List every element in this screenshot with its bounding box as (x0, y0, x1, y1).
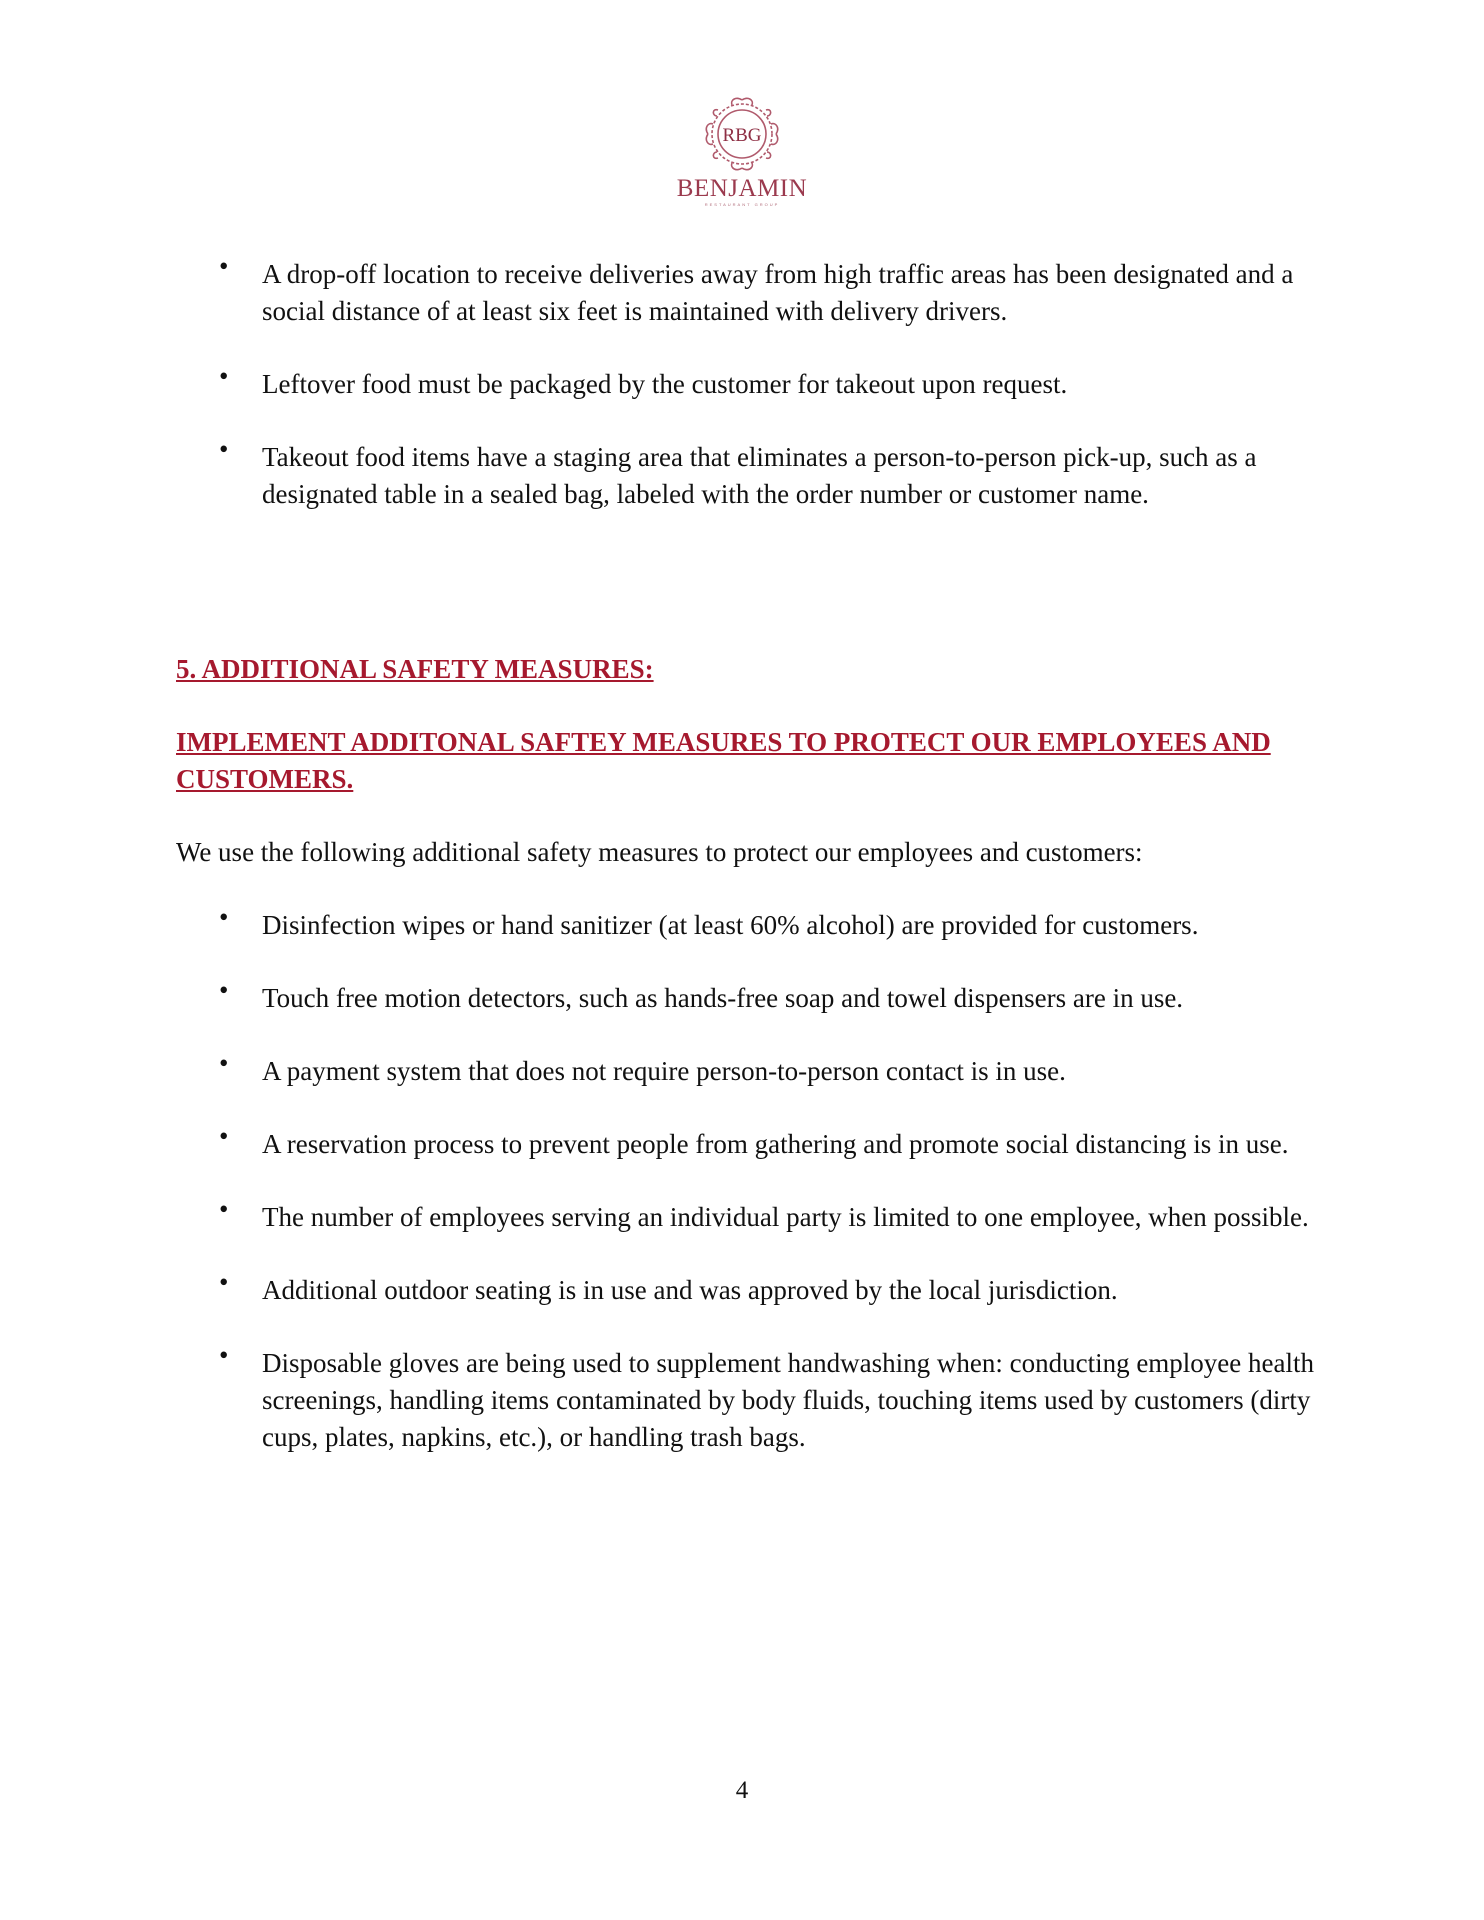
section-heading: 5. ADDITIONAL SAFETY MEASURES: (176, 654, 654, 684)
company-logo (662, 94, 822, 214)
page-number: 4 (735, 1777, 749, 1804)
section-subheading: IMPLEMENT ADDITONAL SAFTEY MEASURES TO PROTECT OUR EMPLOYEES AND CUSTOMERS. (176, 727, 1271, 794)
list-item: • Touch free motion detectors, such as hands-free soap and towel dispensers are in use. (262, 980, 1316, 1017)
list-item: • The number of employees serving an individual party is limited to one employee, when possible. (262, 1199, 1316, 1236)
list-item: • Additional outdoor seating is in use and was approved by the local jurisdiction. (262, 1272, 1316, 1309)
safety-measures-list (176, 907, 1316, 1456)
document-body (176, 256, 1316, 1492)
list-item: • A reservation process to prevent people from gathering and promote social distancing is in use. (262, 1126, 1316, 1163)
logo-tagline: RESTAURANT GROUP (704, 202, 780, 207)
list-item: • Takeout food items have a staging area that eliminates a person-to-person pick-up, such as a designated table in a sealed bag, labeled with the order number or customer name. (262, 439, 1316, 513)
logo-name: BENJAMIN (676, 175, 808, 202)
list-item: • Disposable gloves are being used to supplement handwashing when: conducting employee health screenings, handling items contaminated by body fluids, touching items used by customers (dirty cups, plates, napkins, etc.), or handling trash bags. (262, 1345, 1316, 1456)
crest-icon (700, 94, 784, 174)
list-item: • Disinfection wipes or hand sanitizer (at least 60% alcohol) are provided for customers. (262, 907, 1316, 944)
section-intro: We use the following additional safety measures to protect our employees and customers: (176, 837, 1143, 867)
logo-monogram: RBG (722, 125, 762, 146)
list-item: • A drop-off location to receive deliveries away from high traffic areas has been designated and a social distance of at least six feet is maintained with delivery drivers. (262, 256, 1316, 330)
list-item: • A payment system that does not require person-to-person contact is in use. (262, 1053, 1316, 1090)
list-item: • Leftover food must be packaged by the customer for takeout upon request. (262, 366, 1316, 403)
top-bullet-list (176, 256, 1316, 513)
